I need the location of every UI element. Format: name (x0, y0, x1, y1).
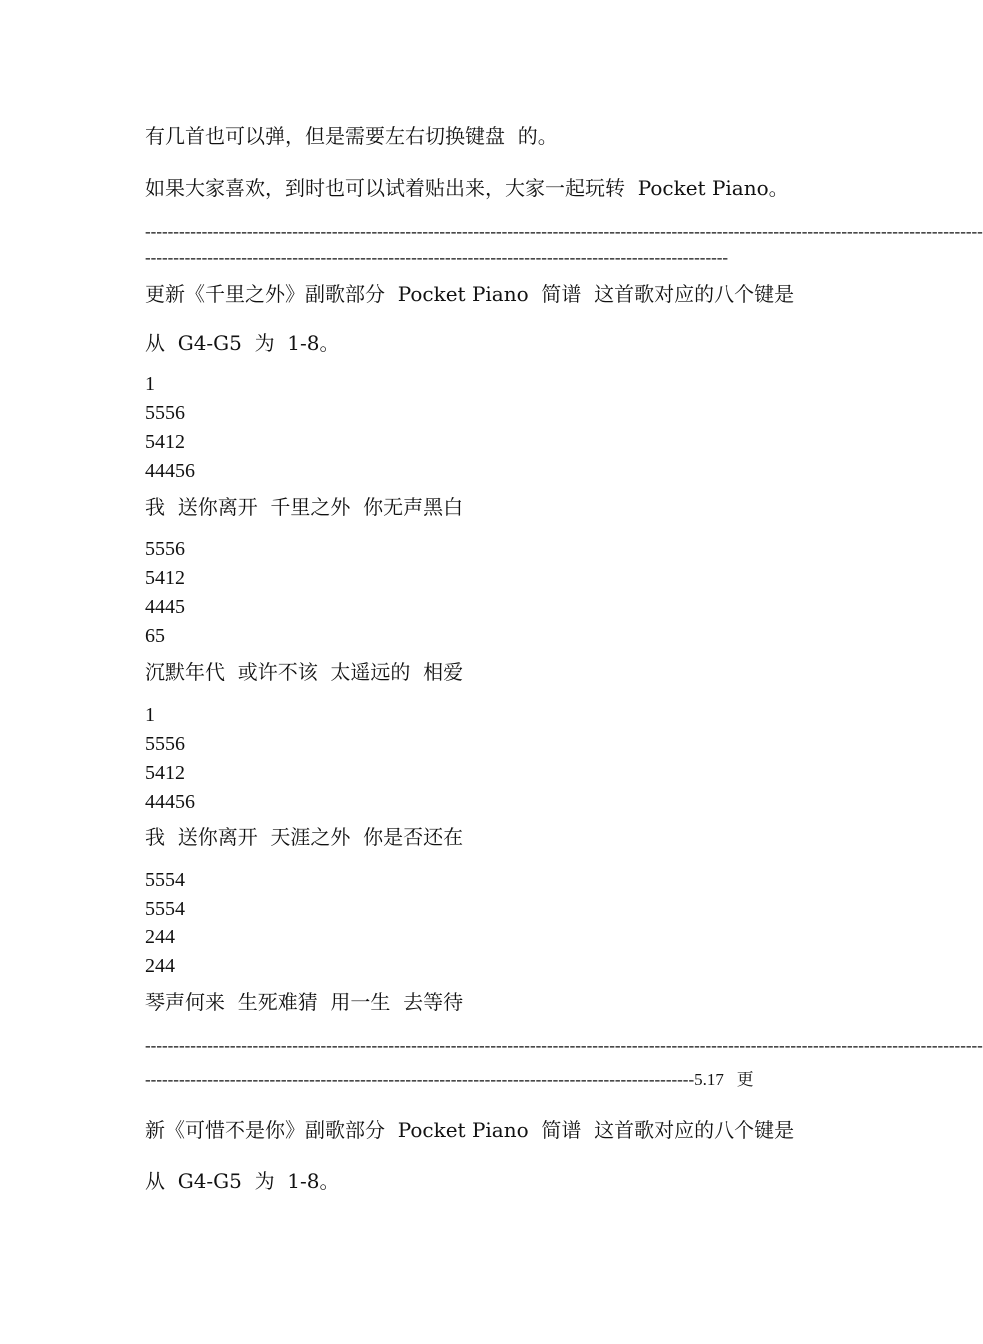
note-line: 44456 (145, 791, 195, 813)
note-line: 244 (145, 926, 175, 948)
note-line: 5554 (145, 898, 185, 920)
note-line: 244 (145, 955, 175, 977)
update-intro-qianli-line2: 从 G4-G5 为 1-8。 (145, 331, 340, 355)
lyric-line: 我 送你离开 千里之外 你无声黑白 (145, 495, 464, 519)
note-line: 4445 (145, 596, 185, 618)
note-line: 1 (145, 704, 155, 726)
separator-line-2a: ---------------------------------------------------------------------------------------------------------------------------------------------------- (145, 1036, 983, 1055)
note-line: 5556 (145, 538, 185, 560)
note-line: 5556 (145, 402, 185, 424)
note-line: 65 (145, 625, 165, 647)
lyric-line: 沉默年代 或许不该 太遥远的 相爱 (145, 660, 464, 684)
lyric-line: 琴声何来 生死难猜 用一生 去等待 (145, 990, 464, 1014)
note-line: 5412 (145, 567, 185, 589)
note-line: 44456 (145, 460, 195, 482)
note-line: 5556 (145, 733, 185, 755)
update-intro-qianli-line1: 更新《千里之外》副歌部分 Pocket Piano 简谱 这首歌对应的八个键是 (145, 282, 795, 306)
separator-line-1b: ------------------------------------------------------------------------------------------------------- (145, 248, 729, 267)
note-line: 5554 (145, 869, 185, 891)
note-line: 5412 (145, 762, 185, 784)
lyric-line: 我 送你离开 天涯之外 你是否还在 (145, 825, 464, 849)
update-intro-kexi-line2: 从 G4-G5 为 1-8。 (145, 1169, 340, 1193)
separator-line-1a: ---------------------------------------------------------------------------------------------------------------------------------------------------- (145, 222, 983, 241)
paragraph-share-invite: 如果大家喜欢，到时也可以试着贴出来，大家一起玩转 Pocket Piano。 (145, 176, 789, 200)
update-intro-kexi-line1: 新《可惜不是你》副歌部分 Pocket Piano 简谱 这首歌对应的八个键是 (145, 1118, 795, 1142)
paragraph-switch-keyboard: 有几首也可以弹，但是需要左右切换键盘 的。 (145, 124, 558, 148)
separator-line-2b: -------------------------------------------------------------------------------------------------5.17 更 (145, 1070, 754, 1089)
note-line: 5412 (145, 431, 185, 453)
note-line: 1 (145, 373, 155, 395)
